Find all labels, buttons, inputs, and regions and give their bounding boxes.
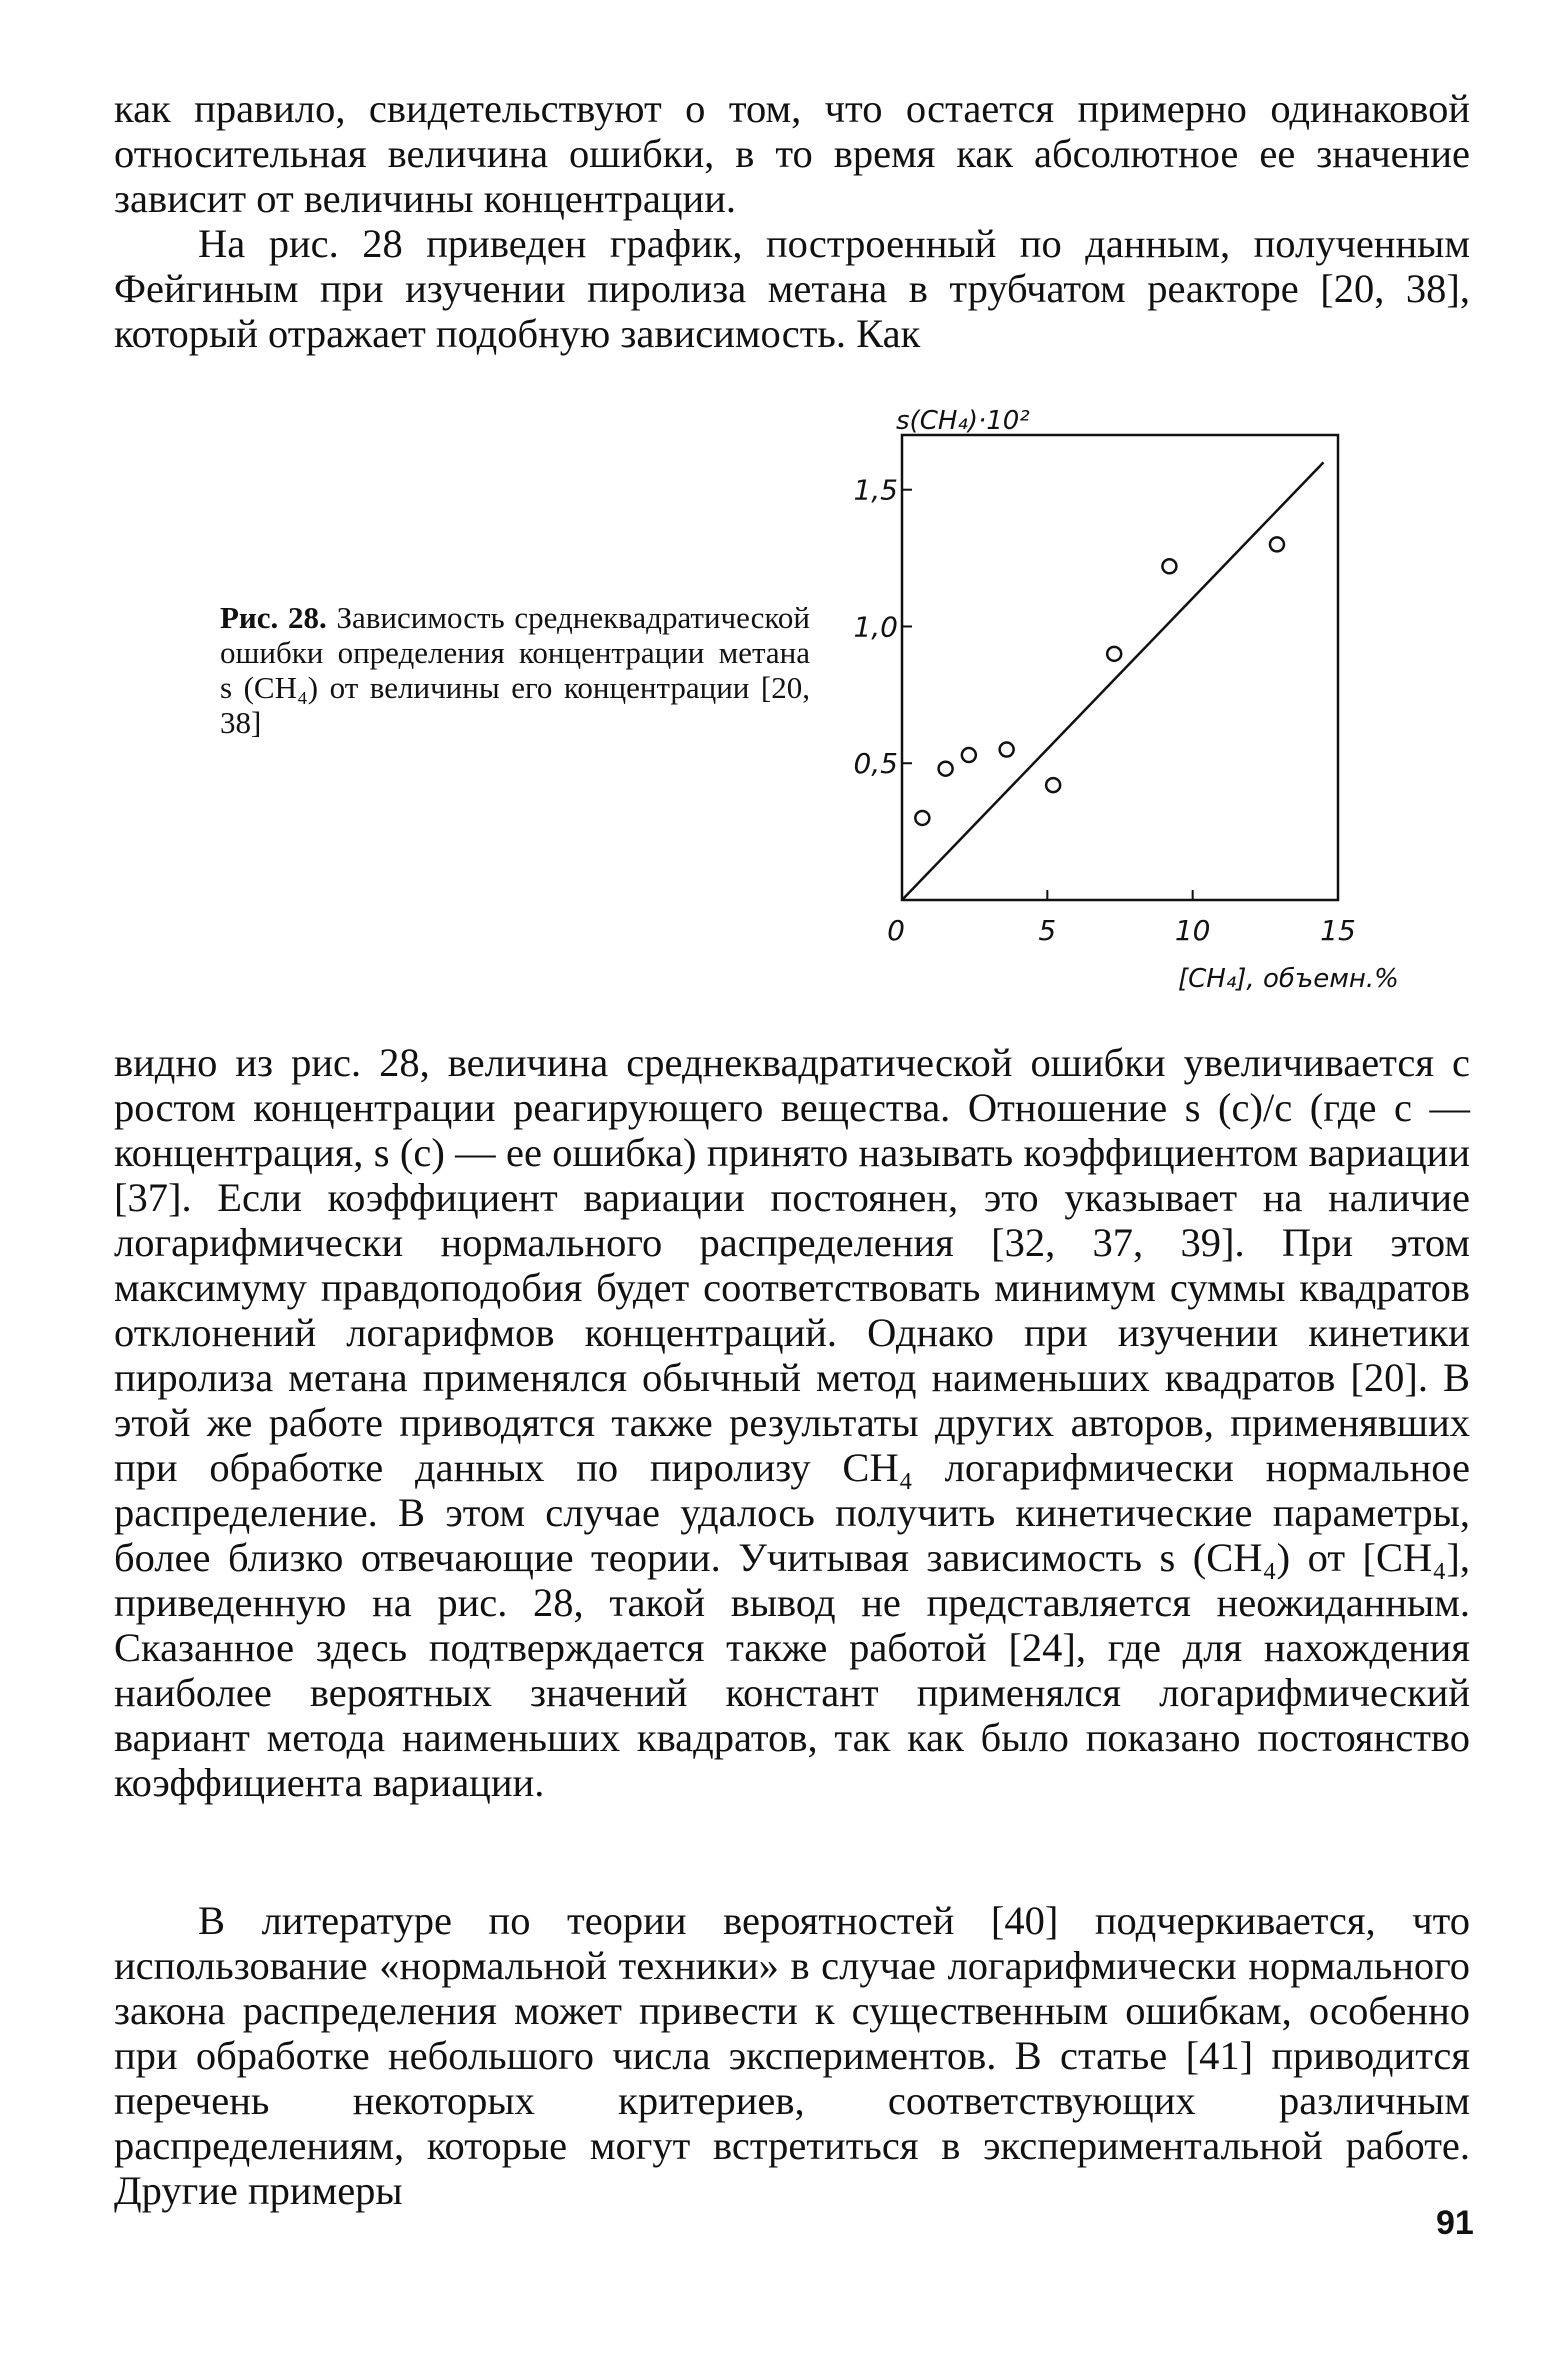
y-tick-label: 0,5 [853, 747, 898, 781]
data-point [962, 748, 976, 762]
page-number: 91 [1436, 2204, 1474, 2242]
x-tick-label: 5 [1038, 914, 1057, 947]
paragraph-3: видно из рис. 28, величина среднеквадратической ошибки увеличивается с ростом концентрации реагирующего вещества. Отношение s (c)/c (где c — концентрация, s (c) — ее ошибка) принято называть коэффициентом вариации [37]. Если коэффициент вариации постоянен, это указывает на наличие логарифмически нормального распределения [32, 37, 39]. При этом максимуму правдоподобия будет соответствовать минимум суммы квадратов отклонений логарифмов концентраций. Однако при изучении кинетики пиролиза метана применялся обычный метод наименьших квадратов [20]. В этой же работе приводятся также результаты других авторов, применявших при обработке данных по пиролизу CH₄ логарифмически нормальное распределение. В этом случае удалось получить кинетические параметры, более близко отвечающие теории. Учитывая зависимость s (CH₄) от [CH₄], приведенную на рис. 28, такой вывод не представляется неожиданным. Сказанное здесь подтверждается также работой [24], где для нахождения наиболее вероятных значений констант применялся логарифмический вариант метода наименьших квадратов, так как было показано постоянство коэффициента вариации. [114, 1040, 1470, 1805]
plot-frame [902, 435, 1338, 900]
x-tick-label: 15 [1320, 914, 1356, 947]
paragraph-4: В литературе по теории вероятностей [40] подчеркивается, что использование «нормальной техники» в случае логарифмически нормального закона распределения может привести к существенным ошибкам, особенно при обработке небольшого числа экспериментов. В статье [41] приводится перечень некоторых критериев, соответствующих различным распределениям, которые могут встретиться в экспериментальной работе. Другие примеры [114, 1898, 1470, 2213]
data-point [915, 811, 929, 825]
x-tick-label: 10 [1174, 914, 1211, 947]
data-point [1107, 647, 1121, 661]
paragraph-1: как правило, свидетельствуют о том, что остается примерно одинаковой относительная величина ошибки, в то время как абсолютное ее значение зависит от величины концентрации. [114, 86, 1470, 221]
data-point [939, 762, 953, 776]
data-point [1000, 743, 1014, 757]
x-tick-label: 0 [887, 914, 905, 947]
fit-line [902, 462, 1323, 900]
figure-caption [220, 600, 810, 740]
data-point [1270, 537, 1284, 551]
chart-svg [853, 395, 1399, 1015]
data-point [1162, 559, 1176, 573]
y-tick-label: 1,0 [853, 610, 898, 644]
caption-text: Зависимость среднеквадратической ошибки определения концентрации метана s (CH₄) от величины его концентрации [20, 38] [220, 600, 810, 740]
paragraph-2: На рис. 28 приведен график, построенный по данным, полученным Фейгиным при изучении пиролиза метана в трубчатом реакторе [20, 38], который отражает подобную зависимость. Как [114, 221, 1470, 356]
figure-28-chart [853, 395, 1399, 1015]
y-axis-title: s(CH₄)·10² [896, 406, 1030, 436]
y-tick-label: 1,5 [853, 473, 898, 507]
caption-label: Рис. 28. [220, 600, 327, 635]
x-axis-title: [CH₄], объемн.% [1178, 964, 1399, 994]
data-point [1046, 778, 1060, 792]
